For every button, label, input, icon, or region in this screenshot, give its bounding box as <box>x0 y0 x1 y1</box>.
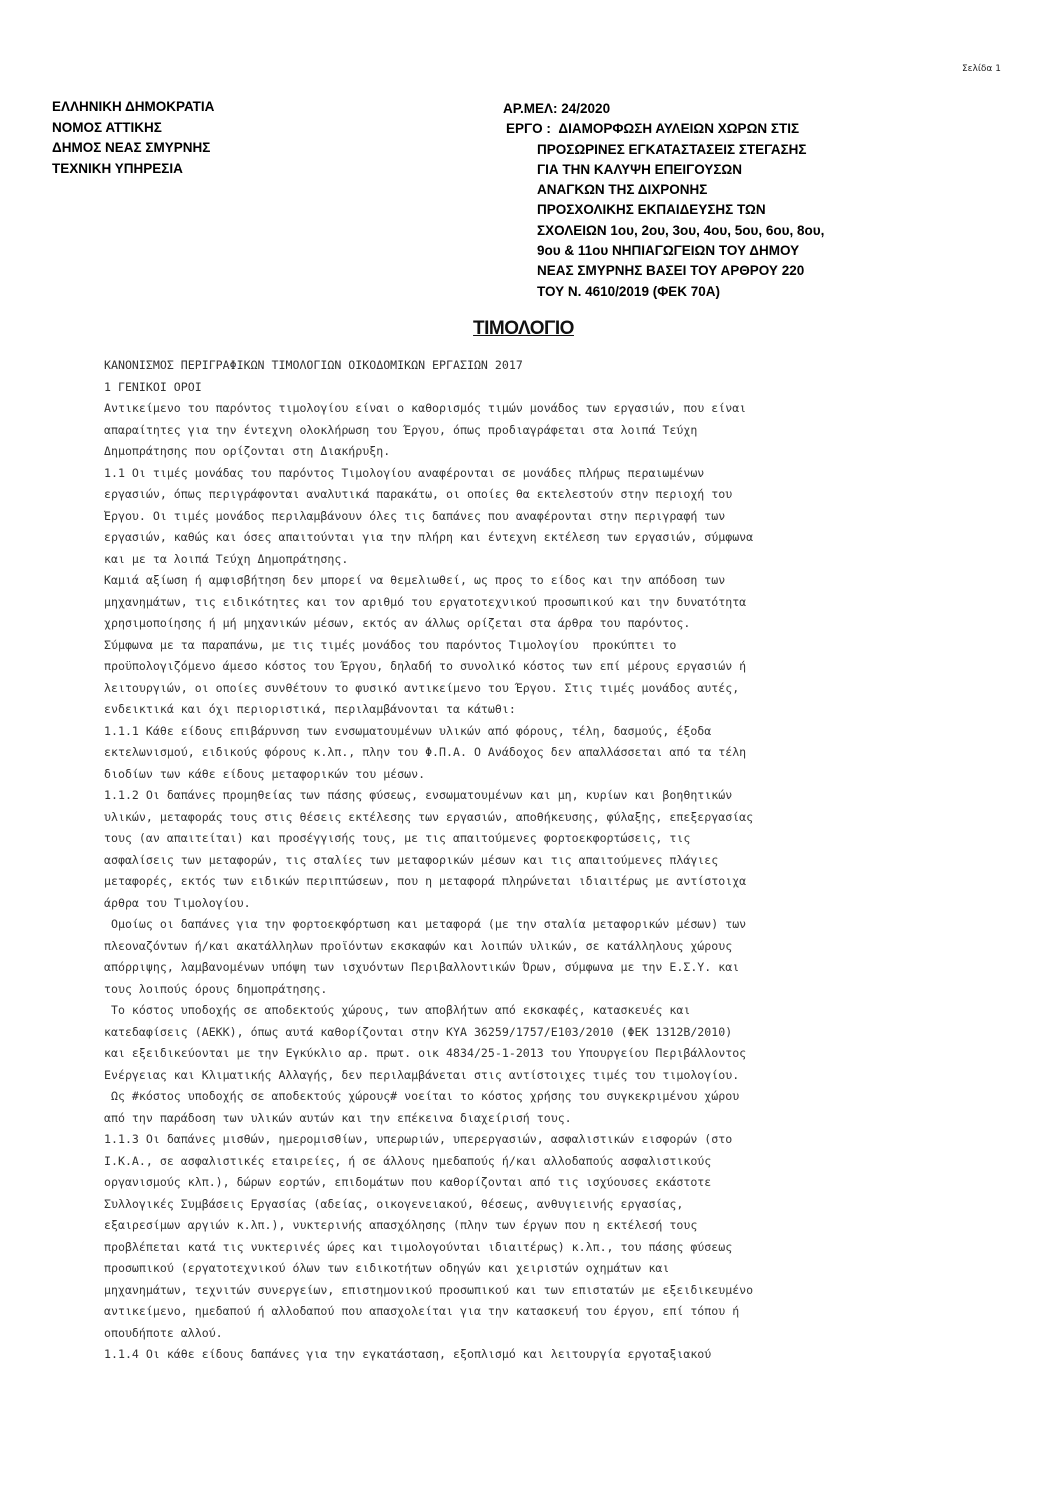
body-line: Έργου. Οι τιμές μονάδος περιλαμβάνουν όλες τις δαπάνες που αναφέρονται στην περιγραφή των <box>104 508 726 523</box>
body-line: ΚΑΝΟΝΙΣΜΟΣ ΠΕΡΙΓΡΑΦΙΚΩΝ ΤΙΜΟΛΟΓΙΩΝ ΟΙΚΟΔΟΜΙΚΩΝ ΕΡΓΑΣΙΩΝ 2017 <box>104 358 523 372</box>
body-line: μηχανημάτων, τις ειδικότητες και τον αριθμό του εργατοτεχνικού προσωπικού και την δυνατότητα <box>104 594 747 609</box>
study-number: ΑΡ.ΜΕΛ: 24/2020 <box>503 101 611 116</box>
body-line: Αντικείμενο του παρόντος τιμολογίου είναι ο καθορισμός τιμών μονάδος των εργασιών, που είναι <box>104 401 747 415</box>
body-line: 1 ΓΕΝΙΚΟΙ ΟΡΟΙ <box>104 379 202 394</box>
body-line: άρθρα του Τιμολογίου. <box>104 895 251 910</box>
body-line: Το κόστος υποδοχής σε αποδεκτούς χώρους, των αποβλήτων από εκσκαφές, κατασκευές και <box>104 1003 691 1017</box>
body-line: χρησιμοποίησης ή μή μηχανικών μέσων, εκτός αν άλλως ορίζεται στα άρθρα του παρόντος. <box>104 616 691 630</box>
project-line: 9ου & 11ου ΝΗΠΙΑΓΩΓΕΙΩΝ ΤΟΥ ΔΗΜΟΥ <box>537 243 800 259</box>
document-title: ΤΙΜΟΛΟΓΙΟ <box>473 318 574 339</box>
authority-line: ΔΗΜΟΣ ΝΕΑΣ ΣΜΥΡΝΗΣ <box>52 140 211 155</box>
project-title-first-line <box>503 119 824 139</box>
project-line: ΣΧΟΛΕΙΩΝ 1ου, 2ου, 3ου, 4ου, 5ου, 6ου, 8ου, <box>537 222 825 238</box>
body-line: τους (αν απαιτείται) και προσέγγισής τους, με τις απαιτούμενες φορτοεκφορτώσεις, τις <box>104 831 691 845</box>
document-title-wrap <box>0 318 1047 340</box>
project-line: ΓΙΑ ΤΗΝ ΚΑΛΥΨΗ ΕΠΕΙΓΟΥΣΩΝ <box>537 161 742 177</box>
project-line: ΠΡΟΣΧΟΛΙΚΗΣ ΕΚΠΑΙΔΕΥΣΗΣ ΤΩΝ <box>537 202 766 218</box>
body-line: οπουδήποτε αλλού. <box>104 1325 223 1340</box>
body-line: 1.1.1 Κάθε είδους επιβάρυνση των ενσωματουμένων υλικών από φόρους, τέλη, δασμούς, έξοδα <box>104 723 712 738</box>
project-label: ΕΡΓΟ : <box>506 121 551 137</box>
authority-header <box>52 97 214 179</box>
project-line: ΔΙΑΜΟΡΦΩΣΗ ΑΥΛΕΙΩΝ ΧΩΡΩΝ ΣΤΙΣ <box>558 121 800 137</box>
authority-line: ΤΕΧΝΙΚΗ ΥΠΗΡΕΣΙΑ <box>52 160 183 176</box>
body-line: λειτουργιών, οι οποίες συνθέτουν το φυσικό αντικείμενο του Έργου. Στις τιμές μονάδος αυτές, <box>104 680 740 695</box>
project-line: ΠΡΟΣΩΡΙΝΕΣ ΕΓΚΑΤΑΣΤΑΣΕΙΣ ΣΤΕΓΑΣΗΣ <box>537 141 807 157</box>
body-line: αντικείμενο, ημεδαπού ή αλλοδαπού που απασχολείται για την κατασκευή του έργου, επί τόπου ή <box>104 1304 740 1318</box>
body-line: Δημοπράτησης που ορίζονται στη Διακήρυξη. <box>104 444 391 458</box>
body-line: Ως #κόστος υποδοχής σε αποδεκτούς χώρους# νοείται το κόστος χρήσης του συγκεκριμένου χώρου <box>104 1089 740 1103</box>
project-line: ΤΟΥ Ν. 4610/2019 (ΦΕΚ 70Α) <box>537 283 721 299</box>
body-line: ενδεικτικά και όχι περιοριστικά, περιλαμβάνονται τα κάτωθι: <box>104 702 516 716</box>
body-line: Καμιά αξίωση ή αμφισβήτηση δεν μπορεί να θεμελιωθεί, ως προς το είδος και την απόδοση των <box>104 573 726 587</box>
page-number: Σελίδα 1 <box>962 64 1001 74</box>
body-line: και εξειδικεύονται με την Εγκύκλιο αρ. πρωτ. οικ 4834/25-1-2013 του Υπουργείου Περιβάλλοντος <box>104 1046 747 1060</box>
body-line: 1.1.2 Οι δαπάνες προμηθείας των πάσης φύσεως, ενσωματουμένων και μη, κυρίων και βοηθητικών <box>104 788 733 802</box>
body-line: απόρριψης, λαμβανομένων υπόψη των ισχυόντων Περιβαλλοντικών Όρων, σύμφωνα με την Ε.Σ.Υ. και <box>104 960 740 974</box>
body-line: Συλλογικές Συμβάσεις Εργασίας (αδείας, οικογενειακού, θέσεως, ανθυγιεινής εργασίας, <box>104 1196 684 1211</box>
document-body <box>104 355 984 1366</box>
body-line: προϋπολογιζόμενο άμεσο κόστος του Έργου, δηλαδή το συνολικό κόστος των επί μέρους εργασιών ή <box>104 659 747 673</box>
project-line: ΑΝΑΓΚΩΝ ΤΗΣ ΔΙΧΡΟΝΗΣ <box>537 182 708 198</box>
body-line: 1.1.4 Οι κάθε είδους δαπάνες για την εγκατάσταση, εξοπλισμό και λειτουργία εργοταξιακού <box>104 1347 712 1361</box>
body-line: 1.1.3 Οι δαπάνες μισθών, ημερομισθίων, υπερωριών, υπερεργασιών, ασφαλιστικών εισφορών (στο <box>104 1132 733 1146</box>
project-line: ΝΕΑΣ ΣΜΥΡΝΗΣ ΒΑΣΕΙ ΤΟΥ ΑΡΘΡΟΥ 220 <box>537 263 805 279</box>
authority-line: ΝΟΜΟΣ ΑΤΤΙΚΗΣ <box>52 119 162 135</box>
body-line: μηχανημάτων, τεχνιτών συνεργείων, επιστημονικού προσωπικού και των επιστατών με εξειδικευμένο <box>104 1282 754 1297</box>
body-line: τους λοιπούς όρους δημοπράτησης. <box>104 981 328 996</box>
body-line: Ι.Κ.Α., σε ασφαλιστικές εταιρείες, ή σε άλλους ημεδαπούς ή/και αλλοδαπούς ασφαλιστικούς <box>104 1153 712 1168</box>
authority-line: ΕΛΛΗΝΙΚΗ ΔΗΜΟΚΡΑΤΙΑ <box>52 99 215 114</box>
body-line: Ομοίως οι δαπάνες για την φορτοεκφόρτωση και μεταφορά (με την σταλία μεταφορικών μέσων) των <box>104 917 747 931</box>
body-line: προβλέπεται κατά τις νυκτερινές ώρες και τιμολογούνται ιδιαιτέρως) κ.λπ., του πάσης φύσεως <box>104 1239 733 1254</box>
body-line: πλεοναζόντων ή/και ακατάλληλων προϊόντων εκσκαφών και λοιπών υλικών, σε κατάλληλους χώρους <box>104 938 733 953</box>
body-line: οργανισμούς κλπ.), δώρων εορτών, επιδομάτων που καθορίζονται από τις ισχύουσες εκάστοτε <box>104 1175 712 1189</box>
body-line: Σύμφωνα με τα παραπάνω, με τις τιμές μονάδος του παρόντος Τιμολογίου προκύπτει το <box>104 637 677 652</box>
body-line: Ενέργειας και Κλιματικής Αλλαγής, δεν περιλαμβάνεται στις αντίστοιχες τιμές του τιμολογίου. <box>104 1067 740 1082</box>
body-line: μεταφορές, εκτός των ειδικών περιπτώσεων, που η μεταφορά πληρώνεται ιδιαιτέρως με αντίστοιχα <box>104 874 747 888</box>
body-line: κατεδαφίσεις (ΑΕΚΚ), όπως αυτά καθορίζονται στην ΚΥΑ 36259/1757/Ε103/2010 (ΦΕΚ 1312Β/2010) <box>104 1024 733 1039</box>
body-line: εξαιρεσίμων αργιών κ.λπ.), νυκτερινής απασχόλησης (πλην των έργων που η εκτέλεσή τους <box>104 1218 698 1232</box>
body-line: απαραίτητες για την έντεχνη ολοκλήρωση του Έργου, όπως προδιαγράφεται στα λοιπά Τεύχη <box>104 422 698 437</box>
body-line: και με τα λοιπά Τεύχη Δημοπράτησης. <box>104 551 349 566</box>
body-line: διοδίων των κάθε είδους μεταφορικών του μέσων. <box>104 766 426 781</box>
body-line: εργασιών, καθώς και όσες απαιτούνται για την πλήρη και έντεχνη εκτέλεση των εργασιών, σύμφωνα <box>104 530 754 544</box>
project-header <box>503 99 824 302</box>
body-line: εργασιών, όπως περιγράφονται αναλυτικά παρακάτω, οι οποίες θα εκτελεστούν στην περιοχή του <box>104 487 733 501</box>
body-line: υλικών, μεταφοράς τους στις θέσεις εκτέλεσης των εργασιών, αποθήκευσης, φύλαξης, επεξεργασίας <box>104 809 754 824</box>
body-line: από την παράδοση των υλικών αυτών και την επέκεινα διαχείρισή τους. <box>104 1110 572 1125</box>
body-line: ασφαλίσεις των μεταφορών, τις σταλίες των μεταφορικών μέσων και τις απαιτούμενες πλάγιες <box>104 852 719 867</box>
body-line: 1.1 Οι τιμές μονάδας του παρόντος Τιμολογίου αναφέρονται σε μονάδες πλήρως περαιωμένων <box>104 465 705 480</box>
body-line: προσωπικού (εργατοτεχνικού όλων των ειδικοτήτων οδηγών και χειριστών οχημάτων και <box>104 1261 670 1275</box>
body-line: εκτελωνισμού, ειδικούς φόρους κ.λπ., πλην του Φ.Π.Α. Ο Ανάδοχος δεν απαλλάσσεται από τα τέλη <box>104 745 747 759</box>
